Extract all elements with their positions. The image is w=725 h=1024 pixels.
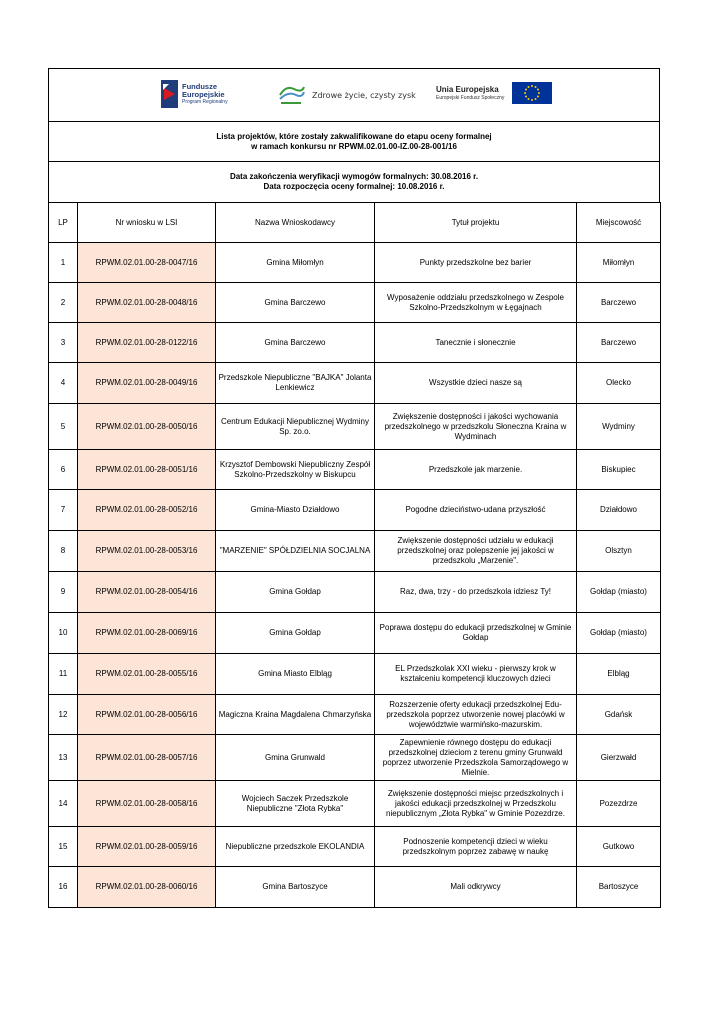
cell-miejscowosc: Elbląg [577,654,661,695]
cell-nazwa: Gmina Gołdap [216,572,375,613]
cell-nazwa: Niepubliczne przedszkole EKOLANDIA [216,827,375,867]
cell-miejscowosc: Gołdap (miasto) [577,572,661,613]
cell-lp: 15 [49,827,78,867]
cell-nazwa: Wojciech Saczek Przedszkole Niepubliczne "Złota Rybka" [216,781,375,827]
cell-miejscowosc: Pozezdrze [577,781,661,827]
cell-nazwa: Magiczna Kraina Magdalena Chmarzyńska [216,695,375,735]
cell-nr: RPWM.02.01.00-28-0048/16 [78,283,216,323]
column-header-miejscowosc: Miejscowość [577,203,661,243]
date-line1: Data zakończenia weryfikacji wymogów formalnych: 30.08.2016 r. [229,172,479,181]
column-header-tytul: Tytuł projektu [375,203,577,243]
cell-nr: RPWM.02.01.00-28-0047/16 [78,243,216,283]
wm-tagline: Zdrowe życie, czysty zysk [312,90,416,100]
cell-nazwa: Gmina-Miasto Działdowo [216,490,375,531]
cell-nazwa: Centrum Edukacji Niepublicznej Wydminy Sp. zo.o. [216,404,375,450]
cell-miejscowosc: Gdańsk [577,695,661,735]
cell-lp: 3 [49,323,78,363]
cell-lp: 10 [49,613,78,654]
cell-tytul: Pogodne dzieciństwo-udana przyszłość [375,490,577,531]
cell-lp: 2 [49,283,78,323]
cell-lp: 1 [49,243,78,283]
table-row [49,323,661,363]
cell-miejscowosc: Gutkowo [577,827,661,867]
cell-lp: 8 [49,531,78,572]
column-header-nazwa: Nazwa Wnioskodawcy [216,203,375,243]
cell-miejscowosc: Bartoszyce [577,867,661,908]
fe-line3: Program Regionalny [182,98,228,105]
table-row [49,827,661,867]
cell-tytul: Raz, dwa, trzy - do przedszkola idziesz Ty! [375,572,577,613]
cell-nr: RPWM.02.01.00-28-0055/16 [78,654,216,695]
cell-nazwa: Gmina Grunwald [216,735,375,781]
projects-table [48,202,661,908]
fundusze-europejskie-logo [161,80,228,108]
table-row [49,695,661,735]
warmia-mazury-icon [278,83,306,107]
cell-miejscowosc: Barczewo [577,323,661,363]
cell-nazwa: Gmina Gołdap [216,613,375,654]
table-row [49,404,661,450]
cell-miejscowosc: Olsztyn [577,531,661,572]
cell-tytul: Poprawa dostępu do edukacji przedszkolnej w Gminie Gołdap [375,613,577,654]
cell-nr: RPWM.02.01.00-28-0122/16 [78,323,216,363]
cell-nazwa: Przedszkole Niepubliczne "BAJKA" Jolanta Lenkiewicz [216,363,375,404]
table-row [49,531,661,572]
cell-tytul: Tanecznie i słonecznie [375,323,577,363]
cell-nazwa: Krzysztof Dembowski Niepubliczny Zespół Szkolno-Przedszkolny w Biskupcu [216,450,375,490]
cell-tytul: EL Przedszkolak XXI wieku - pierwszy krok w kształceniu kompetencji kluczowych dzieci [375,654,577,695]
cell-tytul: Wszystkie dzieci nasze są [375,363,577,404]
cell-nazwa: "MARZENIE" SPÓŁDZIELNIA SOCJALNA [216,531,375,572]
ue-title: Unia Europejska [436,84,499,94]
table-row [49,867,661,908]
cell-tytul: Rozszerzenie oferty edukacji przedszkolnej Edu-przedszkola poprzez utworzenie nowej placówki w województwie warmińsko-mazurskim. [375,695,577,735]
cell-lp: 4 [49,363,78,404]
cell-lp: 16 [49,867,78,908]
cell-lp: 9 [49,572,78,613]
cell-nr: RPWM.02.01.00-28-0069/16 [78,613,216,654]
cell-nazwa: Gmina Bartoszyce [216,867,375,908]
table-row [49,735,661,781]
cell-lp: 5 [49,404,78,450]
cell-tytul: Zapewnienie równego dostępu do edukacji przedszkolnej dzieciom z terenu gminy Grunwald poprzez utworzenie Przedszkola Samorządowego w Mielnie. [375,735,577,781]
table-row [49,450,661,490]
table-row [49,490,661,531]
cell-nr: RPWM.02.01.00-28-0050/16 [78,404,216,450]
cell-tytul: Wyposażenie oddziału przedszkolnego w Zespole Szkolno-Przedszkolnym w Łęgajnach [375,283,577,323]
cell-miejscowosc: Działdowo [577,490,661,531]
cell-nr: RPWM.02.01.00-28-0052/16 [78,490,216,531]
cell-nr: RPWM.02.01.00-28-0054/16 [78,572,216,613]
cell-nr: RPWM.02.01.00-28-0059/16 [78,827,216,867]
cell-nr: RPWM.02.01.00-28-0051/16 [78,450,216,490]
cell-miejscowosc: Biskupiec [577,450,661,490]
warmia-mazury-logo [278,83,416,107]
unia-europejska-logo [436,82,552,104]
column-header-lp: LP [49,203,78,243]
cell-tytul: Punkty przedszkolne bez barier [375,243,577,283]
cell-lp: 11 [49,654,78,695]
eu-flag-icon [512,82,552,104]
cell-miejscowosc: Gierzwałd [577,735,661,781]
cell-miejscowosc: Wydminy [577,404,661,450]
table-row [49,781,661,827]
date-line2: Data rozpoczęcia oceny formalnej: 10.08.2016 r. [263,182,445,191]
column-header-nr: Nr wniosku w LSI [78,203,216,243]
title-line1: Lista projektów, które zostały zakwalifikowane do etapu oceny formalnej [216,131,492,141]
table-row [49,243,661,283]
cell-tytul: Zwiększenie dostępności miejsc przedszkolnych i jakości edukacji przedszkolnej w Przedszkolu niepublicznym „Złota Rybka" w Gminie Pozezdrze. [375,781,577,827]
table-row [49,363,661,404]
cell-lp: 13 [49,735,78,781]
cell-tytul: Podnoszenie kompetencji dzieci w wieku przedszkolnym poprzez zabawę w naukę [375,827,577,867]
cell-nazwa: Gmina Barczewo [216,283,375,323]
cell-nr: RPWM.02.01.00-28-0056/16 [78,695,216,735]
cell-tytul: Zwiększenie dostępności udziału w edukacji przedszkolnej oraz polepszenie jej jakości w przedszkolu „Marzenie". [375,531,577,572]
cell-nr: RPWM.02.01.00-28-0057/16 [78,735,216,781]
fe-line2: Europejskie [182,89,225,99]
ue-subtitle: Europejski Fundusz Społeczny [436,94,505,101]
cell-nazwa: Gmina Barczewo [216,323,375,363]
cell-nazwa: Gmina Miasto Elbląg [216,654,375,695]
document-title [48,121,660,161]
cell-tytul: Przedszkole jak marzenie. [375,450,577,490]
cell-miejscowosc: Gołdap (miasto) [577,613,661,654]
table-row [49,654,661,695]
cell-miejscowosc: Miłomłyn [577,243,661,283]
document-page [48,68,660,908]
cell-nr: RPWM.02.01.00-28-0058/16 [78,781,216,827]
table-row [49,572,661,613]
fe-line1: Fundusze [182,81,217,91]
cell-nr: RPWM.02.01.00-28-0049/16 [78,363,216,404]
table-row [49,283,661,323]
cell-nr: RPWM.02.01.00-28-0053/16 [78,531,216,572]
cell-lp: 12 [49,695,78,735]
table-row [49,613,661,654]
cell-lp: 6 [49,450,78,490]
cell-lp: 7 [49,490,78,531]
logo-bar [48,68,660,121]
cell-tytul: Zwiększenie dostępności i jakości wychowania przedszkolnego w przedszkolu Słoneczna Kraina w Wydminach [375,404,577,450]
date-info [48,161,660,202]
title-line2: w ramach konkursu nr RPWM.02.01.00-IZ.00-28-001/16 [251,141,457,151]
cell-tytul: Mali odkrywcy [375,867,577,908]
cell-nazwa: Gmina Miłomłyn [216,243,375,283]
cell-lp: 14 [49,781,78,827]
fe-mark-icon [161,80,178,108]
cell-miejscowosc: Olecko [577,363,661,404]
cell-miejscowosc: Barczewo [577,283,661,323]
cell-nr: RPWM.02.01.00-28-0060/16 [78,867,216,908]
table-header-row [49,203,661,243]
